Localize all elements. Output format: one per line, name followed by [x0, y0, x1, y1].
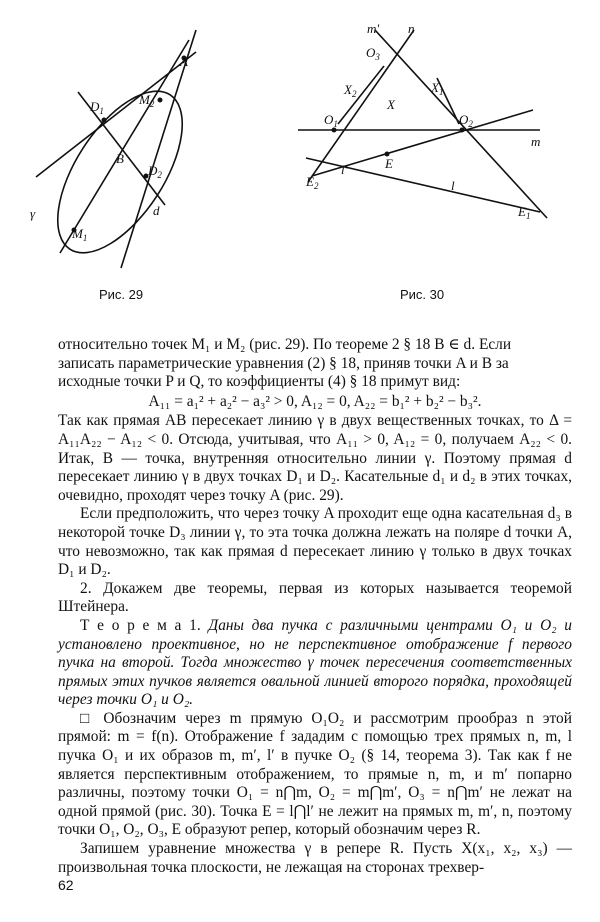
figure-30	[290, 0, 600, 300]
figure-30-caption: Рис. 30	[400, 287, 445, 302]
paragraph: 2. Докажем две теоремы, первая из которых называется теоремой Штейнера.	[58, 579, 572, 616]
line-AM1	[60, 40, 189, 253]
paragraph-line: относительно точек M₁ и M₂ (рис. 29). По теореме 2 § 18 B ∈ d. Если	[58, 336, 512, 353]
paragraph: Запишем уравнение множества γ в репере R. Пусть X(x₁, x₂, x₃) — произвольная точка плоскости, не лежащая на сторонах трехвер-	[58, 840, 572, 876]
theorem-heading: Т е о р е м а 1.	[80, 616, 209, 634]
formula: A₁₁ = a₁² + a₂² − a₃² > 0, A₁₂ = 0, A₂₂ = b₁² + b₂² − b₃².	[148, 392, 482, 410]
label-B: B	[116, 151, 124, 166]
label-m-prime: m'	[367, 21, 380, 36]
figure-29	[0, 0, 290, 300]
label-m: m	[531, 134, 541, 149]
point-O2	[460, 128, 465, 133]
label-E: E	[385, 156, 393, 171]
paragraph: Если предположить, что через точку A проходит еще одна касательная d₃ в некоторой точке D₃ линии γ, то эта точка должна лежать на поляре d точки A, что невозможно, так как прямая d пересекает линию γ только в двух точках D₁ и D₂.	[58, 505, 572, 579]
paragraph: Так как прямая AB пересекает линию γ в двух вещественных точках, то Δ = A₁₁A₂₂ − A₁₂ < 0. Отсюда, учитывая, что A₁₁ > 0, A₁₂ = 0, получаем A₂₂ < 0. Итак, B — точка, внутренняя относительно линии γ. Поэтому прямая d пересекает линию γ в двух точках D₁ и D₂. Касательные d₁ и d₂ в этих точках, очевидно, проходят через точку A (рис. 29).	[58, 412, 572, 504]
label-O3: $O_3$	[366, 45, 380, 62]
label-M1: $M_1$	[72, 226, 88, 243]
label-A: A	[180, 54, 188, 69]
label-l: l	[451, 178, 455, 193]
paragraph: □ Обозначим через m прямую O₁O₂ и рассмотрим прообраз n этой прямой: m = f(n). Отображение f зададим с помощью трех прямых n, m, l пучка O₁ и их образов m, m′, l′ в пучке O₂ (§ 14, теорема 3). Так как f не является перспективным отображением, то прямые n, m, и m′ попарно различны, поэтому точки O₁ = n⋂m, O₂ = m⋂m′, O₃ = n⋂m′ не лежат на одной прямой (рис. 30). Точка E = l⋂l′ не лежит на прямых m, m′, n, поэтому точки O₁, O₂, O₃, E образуют репер, который обозначим через R.	[58, 709, 572, 839]
label-D2: $D_2$	[148, 163, 162, 180]
paragraph-line: записать параметрические уравнения (2) § 18, приняв точки A и B за	[58, 354, 509, 372]
label-M2: $M_2$	[139, 92, 155, 109]
label-l-prime: l'	[341, 162, 348, 177]
label-gamma: γ	[30, 206, 36, 221]
curve-gamma	[33, 71, 207, 273]
paragraph-line: исходные точки P и Q, то коэффициенты (4) § 18 примут вид:	[58, 373, 461, 391]
label-D1: $D_1$	[90, 99, 104, 116]
label-n: n	[408, 21, 415, 36]
label-d: d	[153, 203, 160, 218]
label-O1: $O_1$	[324, 112, 338, 129]
page-number: 62	[58, 877, 74, 893]
label-X: X	[387, 97, 395, 112]
label-E1: $E_1$	[518, 204, 531, 221]
figure-29-caption: Рис. 29	[99, 287, 144, 302]
theorem-statement: Даны два пучка с различными центрами O₁ и O₂ и установлено проективное, но не перспективное отображение f первого пучка на второй. Тогда множество γ точек пересечения соответственных прямых этих пучков является овальной линией второго порядка, проходящей через точки O₁ и O₂.	[58, 616, 572, 709]
line-n	[308, 30, 414, 182]
point-D1	[102, 118, 107, 123]
label-O2: $O_2$	[459, 112, 473, 129]
label-E2: $E_2$	[306, 174, 319, 191]
label-X1: $X_1$	[431, 80, 444, 97]
label-X2: $X_2$	[344, 82, 357, 99]
point-M2	[158, 98, 163, 103]
theorem-paragraph	[58, 617, 572, 710]
body-text	[58, 336, 572, 877]
